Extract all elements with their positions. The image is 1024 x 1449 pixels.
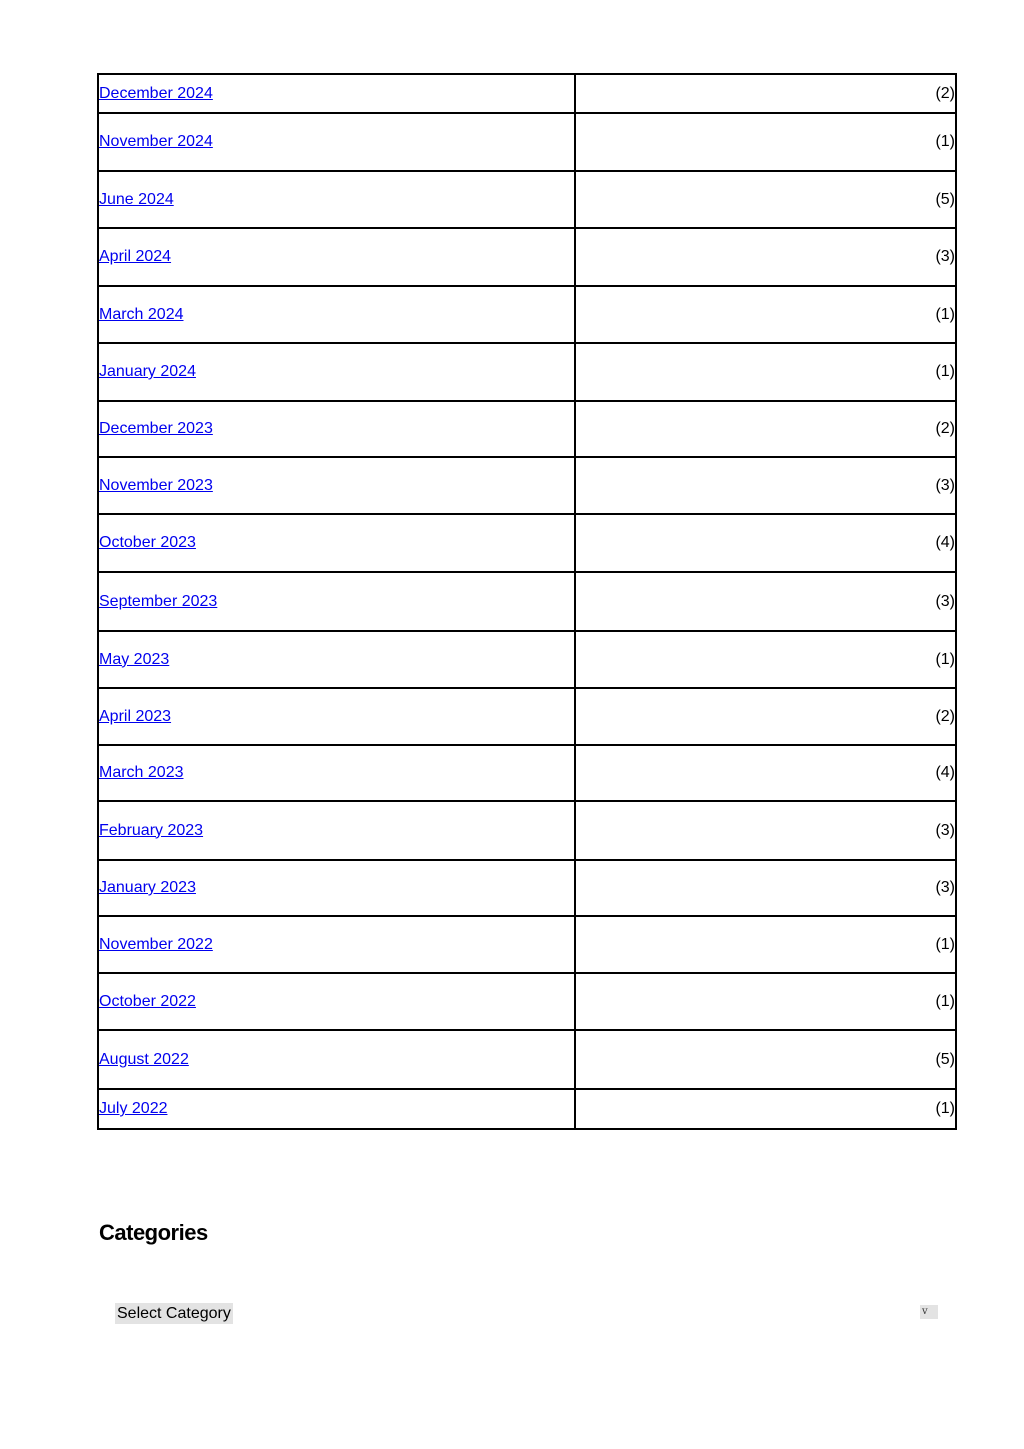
archive-row (98, 171, 956, 228)
archive-month-cell (98, 801, 575, 860)
archive-month-cell (98, 1089, 575, 1129)
archive-count: (2) (575, 688, 956, 745)
archive-count: (1) (575, 916, 956, 973)
archive-link[interactable]: November 2023 (99, 476, 213, 494)
archive-count: (1) (575, 1089, 956, 1129)
archive-count: (4) (575, 514, 956, 572)
archive-month-cell (98, 401, 575, 457)
archive-count: (1) (575, 343, 956, 401)
archive-count: (3) (575, 801, 956, 860)
archive-link[interactable]: October 2022 (99, 992, 196, 1010)
archive-month-cell (98, 74, 575, 113)
archive-month-cell (98, 688, 575, 745)
archive-link[interactable]: December 2024 (99, 84, 213, 102)
archive-count: (3) (575, 228, 956, 286)
archive-month-cell (98, 514, 575, 572)
archive-count: (1) (575, 631, 956, 688)
archive-row (98, 1030, 956, 1089)
archive-month-cell (98, 171, 575, 228)
archive-link[interactable]: November 2022 (99, 935, 213, 953)
archive-month-cell (98, 457, 575, 514)
archive-row (98, 572, 956, 631)
archive-row (98, 631, 956, 688)
archive-link[interactable]: November 2024 (99, 133, 213, 150)
archive-table-body (98, 74, 956, 1129)
archive-row (98, 916, 956, 973)
archive-month-cell (98, 572, 575, 631)
archive-link[interactable]: January 2023 (99, 879, 196, 896)
archive-count: (5) (575, 171, 956, 228)
archive-link[interactable]: May 2023 (99, 650, 170, 668)
archive-row (98, 74, 956, 113)
archive-link[interactable]: August 2022 (99, 1050, 189, 1068)
archive-month-cell (98, 286, 575, 343)
archive-row (98, 973, 956, 1030)
archive-table (97, 73, 957, 1130)
archive-row (98, 514, 956, 572)
archive-link[interactable]: April 2023 (99, 707, 172, 725)
archive-link[interactable]: July 2022 (99, 1100, 168, 1117)
archive-count: (1) (575, 973, 956, 1030)
archive-link[interactable]: March 2024 (99, 305, 184, 323)
archive-count: (3) (575, 457, 956, 514)
archive-row (98, 113, 956, 171)
category-select[interactable] (115, 1303, 938, 1325)
archive-count: (5) (575, 1030, 956, 1089)
category-select-value[interactable]: Select Category (117, 1305, 231, 1322)
archive-count: (3) (575, 572, 956, 631)
archive-count: (1) (575, 113, 956, 171)
archive-month-cell (98, 1030, 575, 1089)
archive-month-cell (98, 860, 575, 916)
archive-link[interactable]: December 2023 (99, 420, 213, 437)
archive-row (98, 286, 956, 343)
archive-link[interactable]: October 2023 (99, 534, 196, 551)
archive-row (98, 801, 956, 860)
archive-count: (4) (575, 745, 956, 801)
archive-link[interactable]: April 2024 (99, 248, 172, 265)
chevron-down-icon[interactable]: v (920, 1305, 938, 1319)
archive-row (98, 401, 956, 457)
archive-row (98, 457, 956, 514)
archive-count: (2) (575, 74, 956, 113)
archive-month-cell (98, 973, 575, 1030)
archive-row (98, 860, 956, 916)
archive-row (98, 343, 956, 401)
archive-link[interactable]: March 2023 (99, 764, 184, 781)
archive-link[interactable]: September 2023 (99, 592, 218, 610)
archive-month-cell (98, 228, 575, 286)
archive-count: (1) (575, 286, 956, 343)
archive-row (98, 228, 956, 286)
archive-month-cell (98, 745, 575, 801)
archive-month-cell (98, 916, 575, 973)
archive-count: (3) (575, 860, 956, 916)
categories-heading: Categories (99, 1220, 208, 1245)
archive-link[interactable]: June 2024 (99, 190, 174, 208)
archive-month-cell (98, 343, 575, 401)
archive-link[interactable]: January 2024 (99, 363, 196, 380)
archive-month-cell (98, 113, 575, 171)
archive-month-cell (98, 631, 575, 688)
archive-count: (2) (575, 401, 956, 457)
archive-row (98, 688, 956, 745)
archive-link[interactable]: February 2023 (99, 821, 204, 839)
archive-row (98, 745, 956, 801)
archive-row (98, 1089, 956, 1129)
